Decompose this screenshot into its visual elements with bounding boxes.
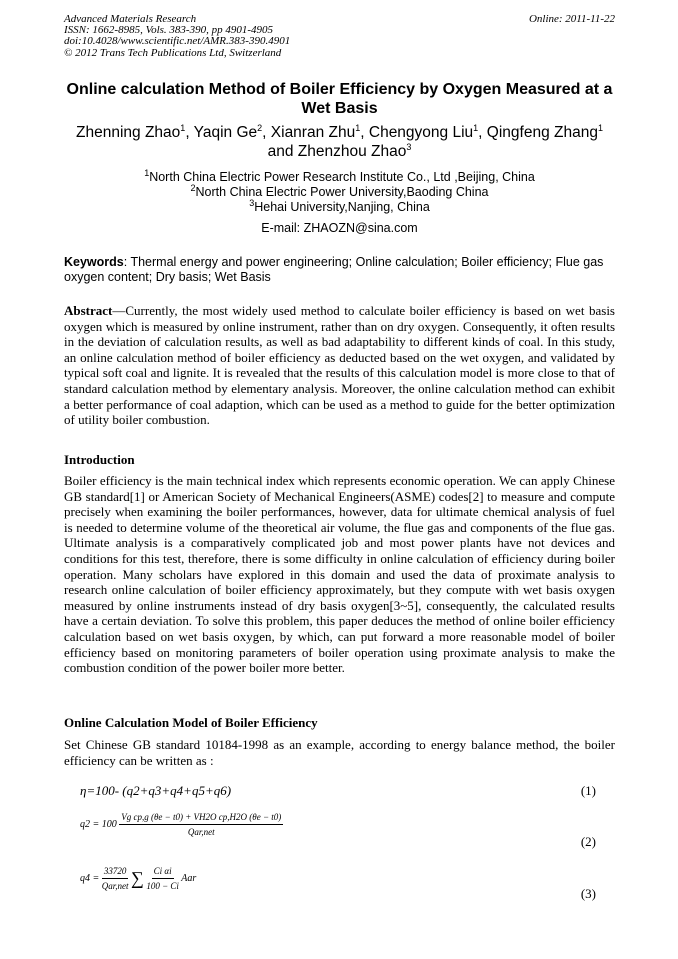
equation-number: (3) <box>580 886 596 901</box>
journal-name: Advanced Materials Research <box>64 13 197 25</box>
author: Qingfeng Zhang$^1$ <box>486 122 603 141</box>
author: Xianran Zhu$^1$ <box>270 122 361 141</box>
model-heading: Online Calculation Model of Boiler Efficiency <box>64 715 318 730</box>
journal-header <box>64 14 615 59</box>
and-word: and <box>267 143 294 160</box>
copyright: © 2012 Trans Tech Publications Ltd, Switzerland <box>64 46 282 59</box>
author-list: Zhenning Zhao$^1$, Yaqin Ge$^2$, Xianran Zhu$^1$, Chengyong Liu$^1$, Qingfeng Zhang$^1$ and Zhenzhou Zhao$^3$ <box>76 122 603 160</box>
issn: ISSN: 1662-8985, Vols. 383-390, pp 4901-4905 <box>64 24 273 37</box>
equation-number: (2) <box>580 834 596 849</box>
equation-2: q2 = 100 $\frac{\text{Vg cp,g (θe − t0) + VH2O cp,H2O (θe − t0)}}{\text{Qar,net}}$ <box>80 812 282 837</box>
equation-1: η=100- (q2+q3+q4+q5+q6) <box>80 783 232 798</box>
doi: doi:10.4028/www.scientific.net/AMR.383-390.4901 <box>64 35 291 48</box>
introduction-text: Boiler efficiency is the main technical index which represents economic operation. We can apply Chinese GB standard[1] or American Society of Mechanical Engineers(ASME) codes[2] to measure and compute precisely when examining the boiler performances, however, data for ultimate chemical analysis of fuel is needed to determine volume of the theoretical air volume, the flue gas and components of the flue gas. Ultimate analysis is a comparatively complicated job and most power plants have not devices and conditions for this test, therefore, there is some difficulty in online calculation of efficiency during boiler operation. Many scholars have explored in this domain and used the data of proximate analysis to research online calculation of boiler efficiency approximately, but they compute with wet basis oxygen measured by online instruments instead of dry basis oxygen[3~5], consequently, the calculated results have a certain deviation. To solve this problem, this paper deduces the method of online boiler efficiency calculation based on wet basis oxygen, by which, can put forward a more reasonable model of boiler efficiency based on monitoring parameters of boiler operation using proximate analysis to make the combustion condition of the power boiler more better. <box>64 473 615 676</box>
introduction-heading: Introduction <box>64 452 135 467</box>
email: E-mail: ZHAOZN@sina.com <box>261 221 418 235</box>
affiliation: $^3$Hehai University,Nanjing, China <box>249 198 430 215</box>
abstract: Abstract—Currently, the most widely used method to calculate boiler efficiency is based on wet basis oxygen which is measured by online instrument, rather than on dry oxygen. Consequently, it often results in the deviation of calculation results, as well as bad adaptability to different kinds of coal. In this study, an online calculation method of boiler efficiency as deducted based on the wet oxygen, and validated by typical soft coal and lignite. It is revealed that the results of this calculation model is more close to that of standard calculation method by elementary analysis. Moreover, the online calculation method can exhibit a better performance of coal adaption, which can be used as a method to guide for the better optimization of utility boiler combustion. <box>64 303 615 428</box>
affiliation: $^2$North China Electric Power University,Baoding China <box>190 183 489 200</box>
equation-number: (1) <box>580 783 596 798</box>
model-text: Set Chinese GB standard 10184-1998 as an example, according to energy balance method, the boiler efficiency can be written as : <box>64 737 615 768</box>
author: Chengyong Liu$^1$ <box>368 122 479 141</box>
affiliation: $^1$North China Electric Power Research Institute Co., Ltd ,Beijing, China <box>144 167 535 184</box>
author: Zhenzhou Zhao$^3$ <box>297 141 412 160</box>
equation-3: q4 = $\frac{33720}{\text{Qar,net}}$ ∑ $\frac{\text{Ci αi}}{100 - Ci}$ Aar <box>80 866 197 891</box>
author: Yaqin Ge$^2$ <box>193 122 263 141</box>
author: Zhenning Zhao$^1$ <box>76 122 186 141</box>
online-date: Online: 2011-11-22 <box>528 13 615 25</box>
paper-title: Online calculation Method of Boiler Efficiency by Oxygen Measured at a Wet Basis <box>66 81 613 117</box>
affiliations <box>64 167 615 216</box>
keywords: Keywords: Thermal energy and power engineering; Online calculation; Boiler efficiency; Flue gas oxygen content; Dry basis; Wet Basis <box>64 255 604 285</box>
